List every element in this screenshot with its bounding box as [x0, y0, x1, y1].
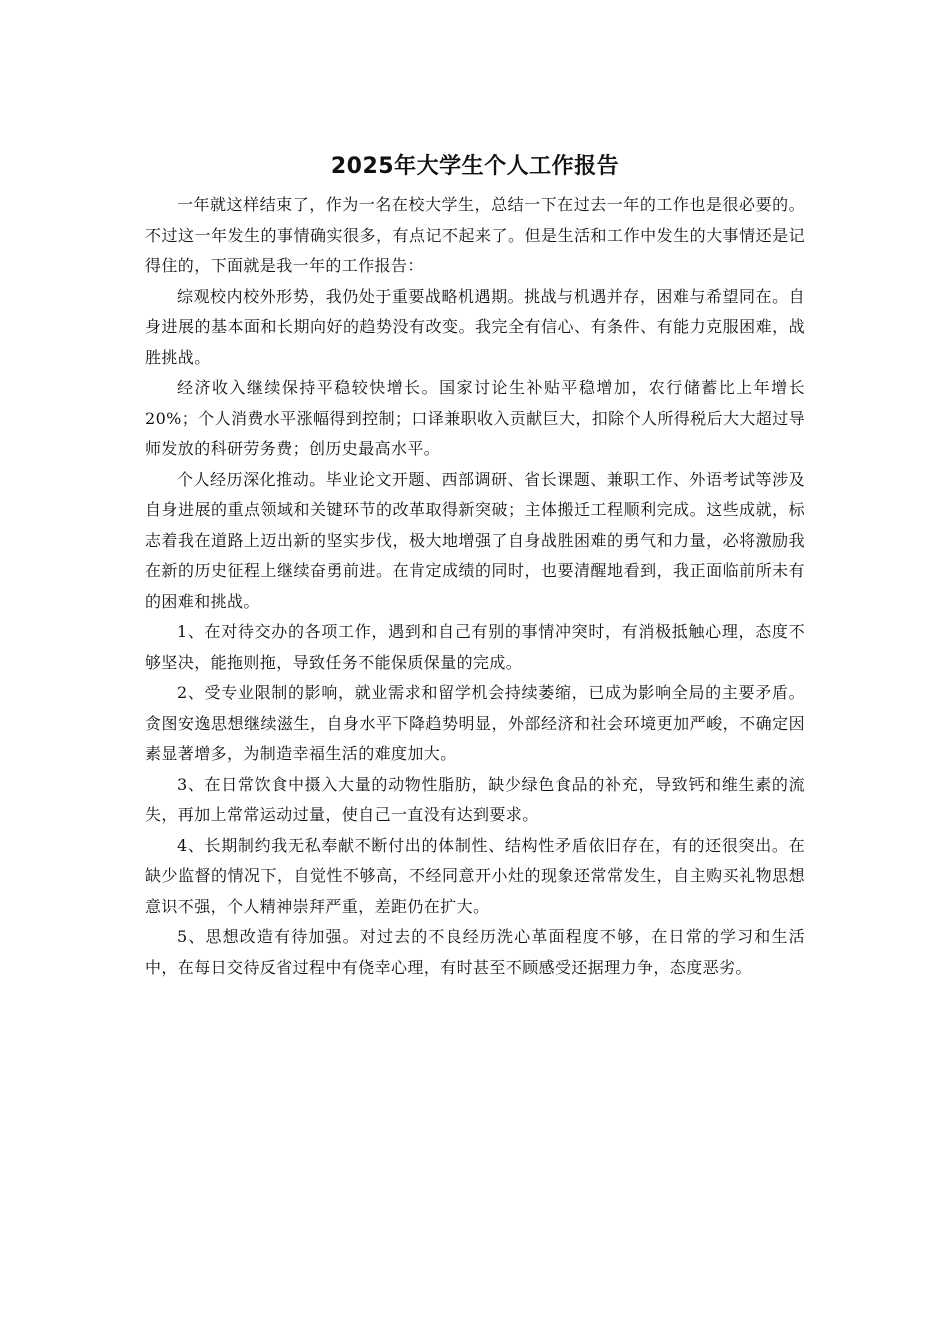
paragraph-item-5: 5、思想改造有待加强。对过去的不良经历洗心革面程度不够，在日常的学习和生活中，在每日交待反省过程中有侥幸心理，有时甚至不顾感受还据理力争，态度恶劣。	[145, 927, 805, 977]
paragraph-intro: 一年就这样结束了，作为一名在校大学生，总结一下在过去一年的工作也是很必要的。不过这一年发生的事情确实很多，有点记不起来了。但是生活和工作中发生的大事情还是记得住的，下面就是我一年的工作报告：	[145, 195, 805, 275]
paragraph-situation: 综观校内校外形势，我仍处于重要战略机遇期。挑战与机遇并存，困难与希望同在。自身进展的基本面和长期向好的趋势没有改变。我完全有信心、有条件、有能力克服困难，战胜挑战。	[145, 286, 805, 367]
paragraph-income: 经济收入继续保持平稳较快增长。国家讨论生补贴平稳增加，农行储蓄比上年增长20%；个人消费水平涨幅得到控制；口译兼职收入贡献巨大，扣除个人所得税后大大超过导师发放的科研劳务费；创历史最高水平。	[145, 378, 805, 458]
paragraph-item-4: 4、长期制约我无私奉献不断付出的体制性、结构性矛盾依旧存在，有的还很突出。在缺少监督的情况下，自觉性不够高，不经同意开小灶的现象还常常发生，自主购买礼物思想意识不强，个人精神崇拜严重，差距仍在扩大。	[145, 835, 805, 916]
paragraph-experience: 个人经历深化推动。毕业论文开题、西部调研、省长课题、兼职工作、外语考试等涉及自身进展的重点领域和关键环节的改革取得新突破；主体搬迁工程顺利完成。这些成就，标志着我在道路上迈出新的坚实步伐，极大地增强了自身战胜困难的勇气和力量，必将激励我在新的历史征程上继续奋勇前进。在肯定成绩的同时，也要清醒地看到，我正面临前所未有的困难和挑战。	[145, 469, 805, 611]
paragraph-item-3: 3、在日常饮食中摄入大量的动物性脂肪，缺少绿色食品的补充，导致钙和维生素的流失，再加上常常运动过量，使自己一直没有达到要求。	[145, 774, 805, 824]
paragraph-item-2: 2、受专业限制的影响，就业需求和留学机会持续萎缩，已成为影响全局的主要矛盾。贪图安逸思想继续滋生，自身水平下降趋势明显，外部经济和社会环境更加严峻，不确定因素显著增多，为制造幸福生活的难度加大。	[145, 683, 805, 763]
document-title: 2025年大学生个人工作报告	[330, 154, 620, 179]
document-page	[145, 150, 805, 983]
paragraph-item-1: 1、在对待交办的各项工作，遇到和自己有别的事情冲突时，有消极抵触心理，态度不够坚决，能拖则拖，导致任务不能保质保量的完成。	[145, 622, 805, 672]
